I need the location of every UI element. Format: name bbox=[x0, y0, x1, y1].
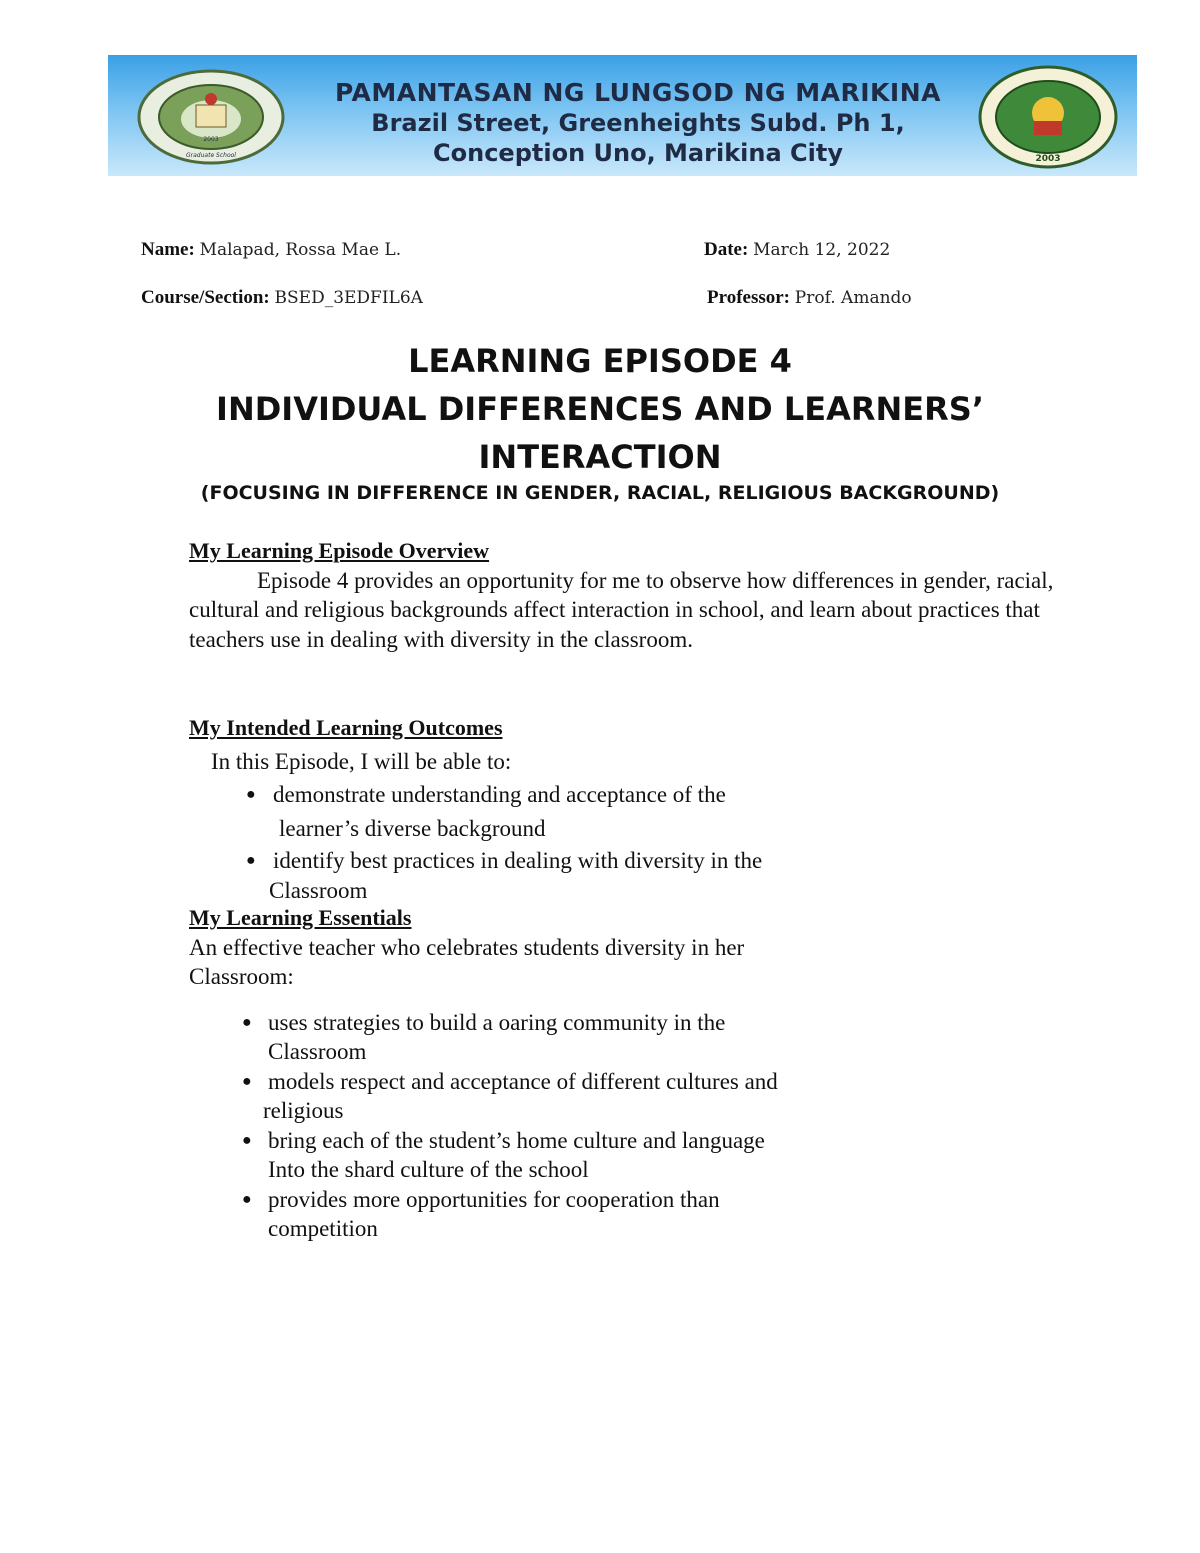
bullet-icon: ● bbox=[242, 1190, 252, 1208]
date-value: March 12, 2022 bbox=[753, 240, 891, 260]
left-university-seal bbox=[136, 69, 286, 165]
bullet-icon: ● bbox=[242, 1013, 252, 1031]
essentials-list bbox=[189, 1008, 1069, 1244]
essential-item-line-2: competition bbox=[268, 1216, 378, 1241]
bullet-icon: ● bbox=[246, 852, 256, 869]
course-label: Course/Section: bbox=[141, 287, 270, 308]
episode-title: LEARNING EPISODE 4 bbox=[408, 342, 792, 380]
date-label: Date: bbox=[704, 239, 749, 260]
outcome-item-line-1: identify best practices in dealing with diversity in the bbox=[273, 848, 763, 873]
banner-text bbox=[288, 78, 988, 168]
bullet-icon: ● bbox=[246, 786, 256, 803]
essentials-intro-line-2: Classroom: bbox=[189, 964, 294, 989]
episode-title-line-2: INDIVIDUAL DIFFERENCES AND LEARNERS’ bbox=[216, 390, 984, 428]
overview-heading: My Learning Episode Overview bbox=[189, 538, 490, 563]
outcome-item-line-2: learner’s diverse background bbox=[279, 816, 546, 841]
outcomes-list bbox=[189, 778, 1069, 906]
bullet-icon: ● bbox=[242, 1131, 252, 1149]
course-field bbox=[141, 287, 423, 309]
essentials-section bbox=[189, 903, 1069, 1244]
outcome-item-line-1: demonstrate understanding and acceptance of the bbox=[273, 782, 726, 807]
overview-text: Episode 4 provides an opportunity for me to observe how differences in gender, racial, cultural and religious backgrounds affect interaction in school, and learn about practices that teachers use in dealing with diversity in the classroom. bbox=[189, 567, 1054, 652]
list-item bbox=[189, 1126, 1069, 1185]
university-banner bbox=[108, 55, 1137, 176]
name-field bbox=[141, 239, 401, 261]
left-seal-bottom-text: Graduate School bbox=[186, 152, 236, 159]
professor-label: Professor: bbox=[707, 287, 791, 308]
left-seal-year: 2003 bbox=[203, 136, 219, 143]
list-item bbox=[189, 846, 1069, 906]
professor-value: Prof. Amando bbox=[794, 288, 912, 308]
essential-item-line-1: uses strategies to build a oaring community in the bbox=[268, 1009, 726, 1035]
essential-item-line-2: Into the shard culture of the school bbox=[268, 1157, 589, 1182]
list-item bbox=[189, 778, 1069, 846]
list-item bbox=[189, 1185, 1069, 1244]
essentials-intro-line-1: An effective teacher who celebrates students diversity in her bbox=[189, 934, 745, 960]
bullet-icon: ● bbox=[242, 1072, 252, 1090]
address-line-1: Brazil Street, Greenheights Subd. Ph 1, bbox=[371, 109, 905, 137]
outcomes-section bbox=[189, 713, 1069, 906]
professor-field bbox=[707, 287, 912, 309]
right-university-seal bbox=[978, 65, 1118, 169]
essentials-heading: My Learning Essentials bbox=[189, 905, 412, 930]
essential-item-line-1: bring each of the student’s home culture and language bbox=[268, 1127, 765, 1153]
list-item bbox=[189, 1008, 1069, 1067]
overview-section bbox=[189, 536, 1069, 654]
university-name: PAMANTASAN NG LUNGSOD NG MARIKINA bbox=[335, 78, 941, 107]
essential-item-line-1: provides more opportunities for cooperation than bbox=[268, 1186, 720, 1212]
name-value: Malapad, Rossa Mae L. bbox=[199, 240, 402, 260]
outcome-item-line-2: Classroom bbox=[269, 878, 368, 903]
outcomes-intro: In this Episode, I will be able to: bbox=[211, 748, 512, 774]
course-value: BSED_3EDFIL6A bbox=[274, 288, 423, 308]
list-item bbox=[189, 1067, 1069, 1126]
date-field bbox=[704, 239, 890, 261]
name-label: Name: bbox=[141, 239, 195, 260]
essential-item-line-1: models respect and acceptance of different cultures and bbox=[268, 1068, 778, 1094]
outcomes-heading: My Intended Learning Outcomes bbox=[189, 715, 503, 740]
episode-title-line-3: INTERACTION bbox=[478, 438, 722, 476]
essential-item-line-2: religious bbox=[263, 1098, 344, 1123]
address-line-2: Conception Uno, Marikina City bbox=[433, 139, 843, 167]
right-seal-year: 2003 bbox=[1035, 154, 1061, 164]
episode-subtitle: (FOCUSING IN DIFFERENCE IN GENDER, RACIAL, RELIGIOUS BACKGROUND) bbox=[200, 482, 1000, 504]
essential-item-line-2: Classroom bbox=[268, 1039, 367, 1064]
